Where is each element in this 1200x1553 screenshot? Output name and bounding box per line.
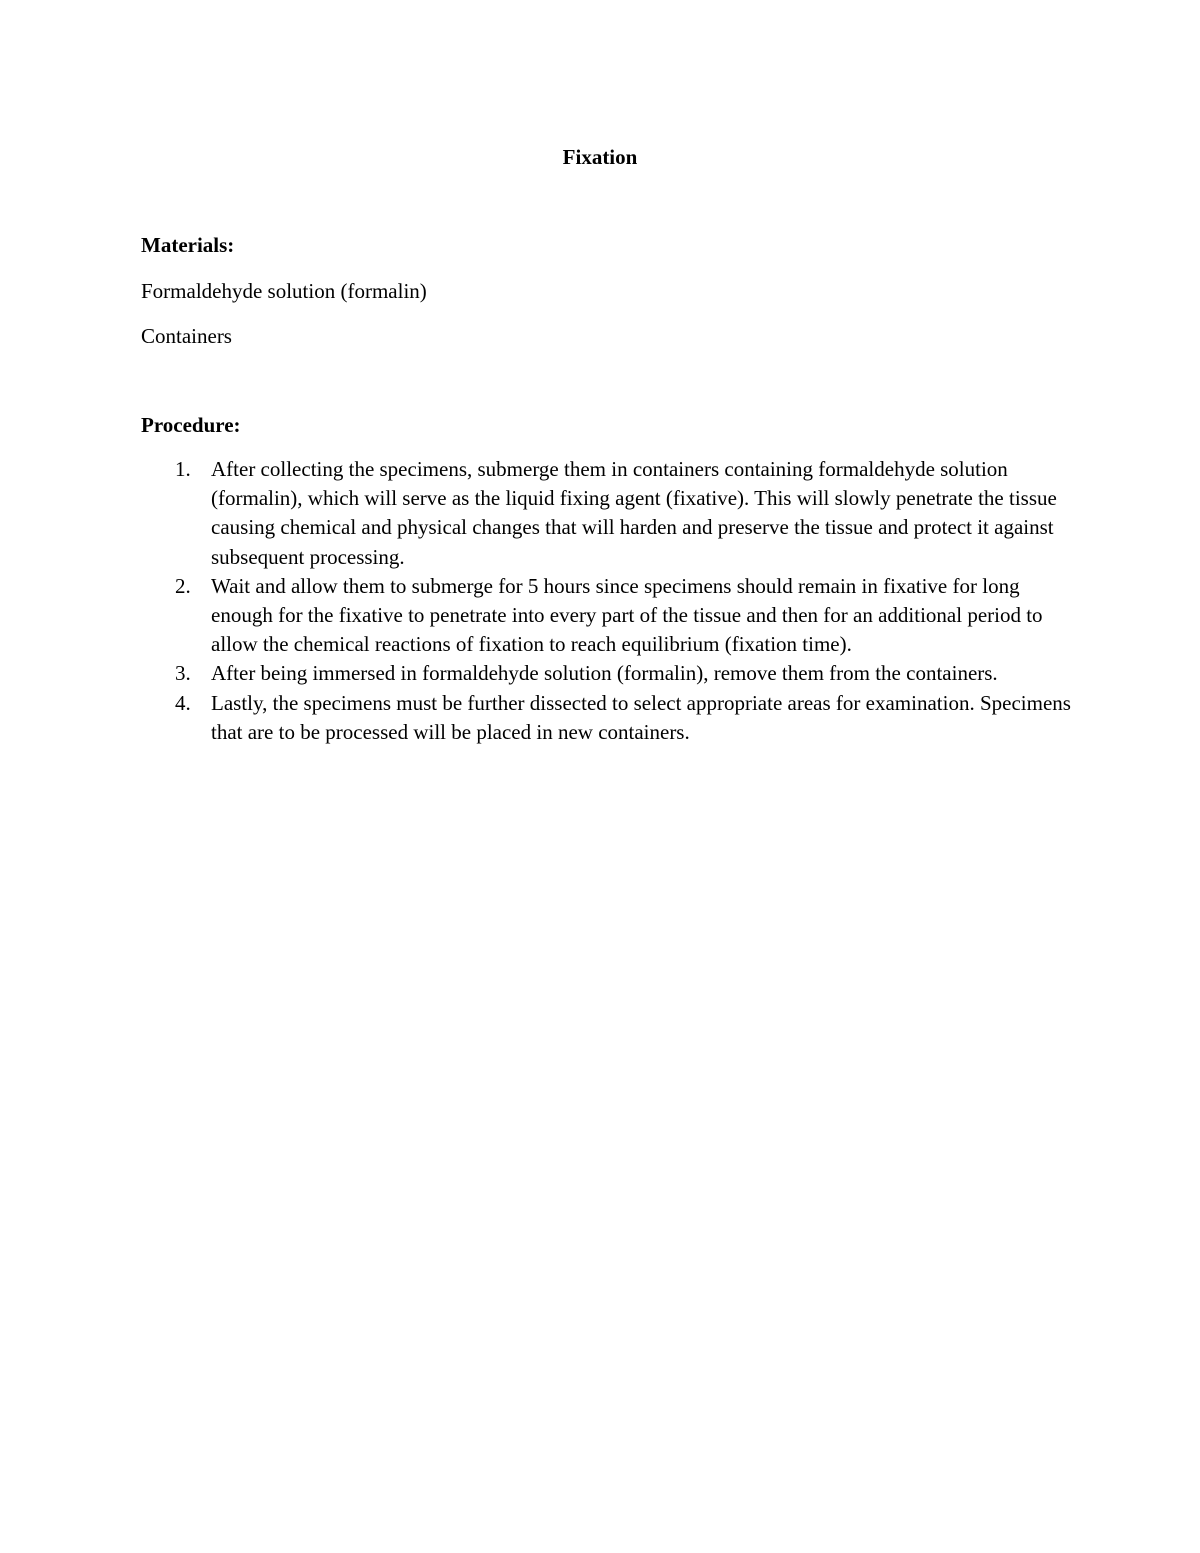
materials-heading: Materials: <box>141 233 235 257</box>
procedure-step-2 <box>0 572 1081 660</box>
procedure-step-1 <box>0 455 1081 572</box>
step-text: Lastly, the specimens must be further dissected to select appropriate areas for examination. Specimens that are to be processed will be placed in new containers. <box>211 690 1071 744</box>
step-number: 1. <box>175 457 191 481</box>
procedure-list <box>0 455 1200 747</box>
step-number: 2. <box>175 573 191 598</box>
procedure-step-3 <box>0 659 1081 688</box>
document-title: Fixation <box>562 145 638 169</box>
step-number: 3. <box>175 661 191 686</box>
material-item-containers: Containers <box>141 324 232 348</box>
procedure-step-4 <box>0 689 1081 747</box>
step-number: 4. <box>175 690 191 715</box>
step-text: After collecting the specimens, submerge them in containers containing formaldehyde solution (formalin), which will serve as the liquid fixing agent (fixative). This will slowly penetrate the tissue causing chemical and physical changes that will harden and preserve the tissue and protect it against subsequent processing. <box>211 457 1057 569</box>
step-text: After being immersed in formaldehyde solution (formalin), remove them from the containers. <box>211 661 998 686</box>
procedure-heading: Procedure: <box>141 413 241 437</box>
step-text: Wait and allow them to submerge for 5 hours since specimens should remain in fixative for long enough for the fixative to penetrate into every part of the tissue and then for an additional period to allow the chemical reactions of fixation to reach equilibrium (fixation time). <box>211 573 1043 657</box>
material-item-formalin: Formaldehyde solution (formalin) <box>141 279 427 303</box>
